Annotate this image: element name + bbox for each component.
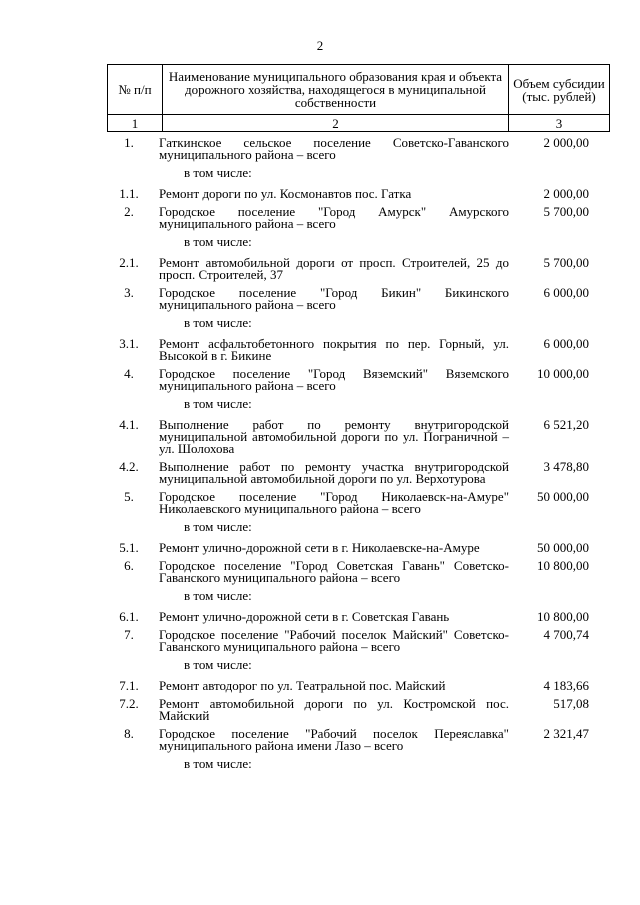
header-col-amount: Объем субсидии (тыс. рублей) <box>509 65 610 115</box>
table-row <box>107 521 610 533</box>
row-number <box>107 167 151 179</box>
row-amount: 10 800,00 <box>537 609 589 624</box>
row-number <box>107 590 151 602</box>
row-name: Городское поселение "Город Вяземский" Вяземского муниципального района – всего <box>159 366 509 393</box>
table-row <box>107 257 610 281</box>
row-amount: 3 478,80 <box>543 459 589 474</box>
row-amount <box>534 758 610 770</box>
row-amount <box>534 236 610 248</box>
table-row <box>107 542 610 554</box>
row-name: Выполнение работ по ремонту участка внутригородской муниципальной автомобильной дороги по ул. Верхотурова <box>159 459 509 486</box>
row-amount: 6 000,00 <box>543 336 589 351</box>
table-row <box>107 137 610 161</box>
row-name: Ремонт автомобильной дороги от просп. Строителей, 25 до просп. Строителей, 37 <box>159 255 509 282</box>
row-amount: 50 000,00 <box>537 540 589 555</box>
row-number: 3.1. <box>119 336 139 351</box>
row-name: Городское поселение "Город Советская Гавань" Советско-Гаванского муниципального района – всего <box>159 558 509 585</box>
row-name: Городское поселение "Город Бикин" Бикинского муниципального района – всего <box>159 285 509 312</box>
row-number: 4.2. <box>119 459 139 474</box>
row-name: в том числе: <box>184 657 252 672</box>
row-number: 7.1. <box>119 678 139 693</box>
row-name: в том числе: <box>184 756 252 771</box>
table-row <box>107 167 610 179</box>
row-number: 5.1. <box>119 540 139 555</box>
table-row <box>107 629 610 653</box>
row-name: Городское поселение "Город Николаевск-на-Амуре" Николаевского муниципального района – всего <box>159 489 509 516</box>
row-name: Городское поселение "Рабочий поселок Майский" Советско-Гаванского муниципального района – всего <box>159 627 509 654</box>
table-row <box>107 206 610 230</box>
row-name: Ремонт улично-дорожной сети в г. Николаевске-на-Амуре <box>159 540 480 555</box>
row-amount: 6 000,00 <box>543 285 589 300</box>
row-number <box>107 236 151 248</box>
header-col-name: Наименование муниципального образования края и объекта дорожного хозяйства, находящегося в муниципальной собственности <box>163 65 509 115</box>
header-num-3: 3 <box>509 115 610 132</box>
header-col-number: № п/п <box>108 65 163 115</box>
table-row <box>107 419 610 455</box>
row-name: в том числе: <box>184 234 252 249</box>
row-number: 5. <box>124 489 134 504</box>
row-name: Ремонт улично-дорожной сети в г. Советская Гавань <box>159 609 450 624</box>
table-row <box>107 758 610 770</box>
header-num-1: 1 <box>108 115 163 132</box>
table-row <box>107 491 610 515</box>
row-name: Ремонт автодорог по ул. Театральной пос. Майский <box>159 678 446 693</box>
table-row <box>107 398 610 410</box>
row-number: 7.2. <box>119 696 139 711</box>
row-amount: 4 183,66 <box>543 678 589 693</box>
row-name: Городское поселение "Город Амурск" Амурского муниципального района – всего <box>159 204 509 231</box>
row-amount: 10 000,00 <box>537 366 589 381</box>
row-number <box>107 398 151 410</box>
table-row <box>107 317 610 329</box>
row-number: 1.1. <box>119 186 139 201</box>
row-number: 4.1. <box>119 417 139 432</box>
table-row <box>107 698 610 722</box>
row-number: 1. <box>124 135 134 150</box>
row-amount: 10 800,00 <box>537 558 589 573</box>
row-name: Городское поселение "Рабочий поселок Переяславка" муниципального района имени Лазо – всего <box>159 726 509 753</box>
row-number: 3. <box>124 285 134 300</box>
row-amount: 50 000,00 <box>537 489 589 504</box>
table-body <box>107 137 610 779</box>
row-number: 8. <box>124 726 134 741</box>
row-name: Ремонт автомобильной дороги по ул. Костромской пос. Майский <box>159 696 509 723</box>
table-row <box>107 590 610 602</box>
table-header <box>107 64 610 132</box>
row-amount <box>534 659 610 671</box>
row-name: Гаткинское сельское поселение Советско-Гаванского муниципального района – всего <box>159 135 509 162</box>
table-row <box>107 368 610 392</box>
row-number: 2.1. <box>119 255 139 270</box>
table-row <box>107 188 610 200</box>
row-name: в том числе: <box>184 588 252 603</box>
row-name: в том числе: <box>184 396 252 411</box>
row-number <box>107 758 151 770</box>
row-name: в том числе: <box>184 315 252 330</box>
row-number: 7. <box>124 627 134 642</box>
row-number: 6.1. <box>119 609 139 624</box>
row-name: в том числе: <box>184 165 252 180</box>
row-number <box>107 317 151 329</box>
row-amount <box>534 590 610 602</box>
row-amount <box>534 521 610 533</box>
row-number: 4. <box>124 366 134 381</box>
row-amount: 2 000,00 <box>543 135 589 150</box>
page-number: 2 <box>316 38 324 53</box>
row-name: Ремонт дороги по ул. Космонавтов пос. Гатка <box>159 186 412 201</box>
table-row <box>107 287 610 311</box>
table-row <box>107 338 610 362</box>
row-amount: 517,08 <box>553 696 589 711</box>
table-row <box>107 659 610 671</box>
row-name: в том числе: <box>184 519 252 534</box>
row-amount: 2 000,00 <box>543 186 589 201</box>
row-amount <box>534 167 610 179</box>
table-row <box>107 680 610 692</box>
row-amount <box>534 317 610 329</box>
table-row <box>107 461 610 485</box>
row-amount <box>534 398 610 410</box>
row-number <box>107 521 151 533</box>
table-row <box>107 728 610 752</box>
row-amount: 5 700,00 <box>543 204 589 219</box>
row-number: 2. <box>124 204 134 219</box>
header-num-2: 2 <box>163 115 509 132</box>
table-row <box>107 611 610 623</box>
row-amount: 6 521,20 <box>543 417 589 432</box>
row-number: 6. <box>124 558 134 573</box>
row-amount: 5 700,00 <box>543 255 589 270</box>
table-row <box>107 236 610 248</box>
row-name: Выполнение работ по ремонту внутригородской муниципальной автомобильной дороги по ул. Пограничной – ул. Шолохова <box>159 417 509 456</box>
row-name: Ремонт асфальтобетонного покрытия по пер. Горный, ул. Высокой в г. Бикине <box>159 336 509 363</box>
row-number <box>107 659 151 671</box>
table-row <box>107 560 610 584</box>
row-amount: 4 700,74 <box>543 627 589 642</box>
row-amount: 2 321,47 <box>543 726 589 741</box>
